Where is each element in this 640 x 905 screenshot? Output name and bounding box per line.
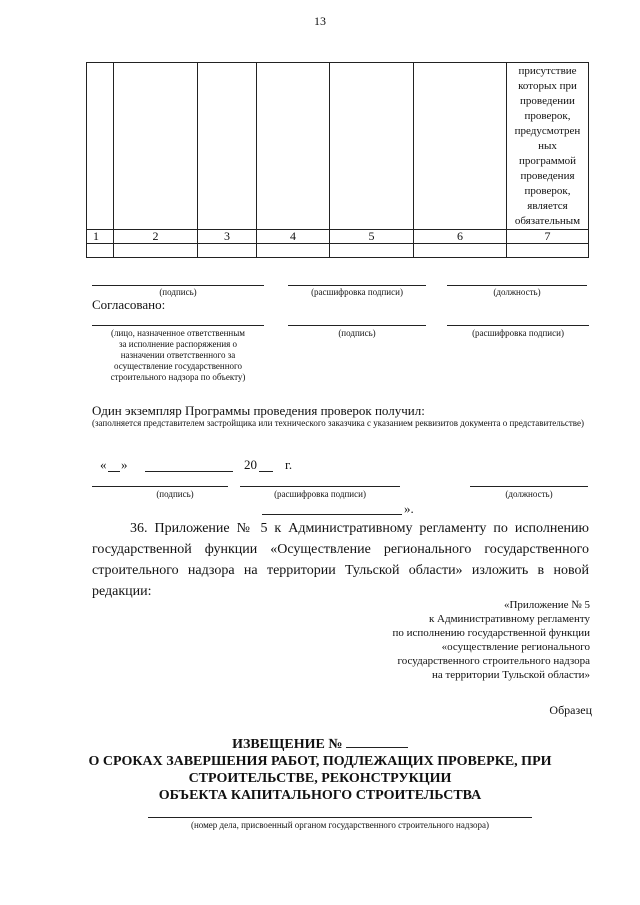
paragraph-36: 36. Приложение № 5 к Административному регламенту по исполнению государственной функции «Осуществление регионального государственного строительного надзора на территории Тульской области» изложить в новой редакции:: [92, 521, 589, 599]
year-suffix: г.: [285, 457, 293, 472]
signature-line: [447, 325, 589, 326]
inspection-program-table: [86, 62, 589, 258]
date-quote-close: »: [121, 457, 128, 472]
signature-line: [288, 325, 426, 326]
notice-title: ИЗВЕЩЕНИЕ № О СРОКАХ ЗАВЕРШЕНИЯ РАБОТ, ПОДЛЕЖАЩИХ ПРОВЕРКЕ, ПРИ СТРОИТЕЛЬСТВЕ, РЕКОНСТРУКЦИИ ОБЪЕКТА КАПИТАЛЬНОГО СТРОИТЕЛЬСТВА: [88, 737, 552, 803]
case-number-line: [148, 817, 532, 818]
closing-mark: ».: [404, 501, 414, 516]
signature-line: [288, 285, 426, 286]
case-number-caption: (номер дела, присвоенный органом государственного строительного надзора): [190, 820, 490, 830]
responsible-person-caption: (лицо, назначенное ответственным за исполнение распоряжения о назначении ответственного за осуществление государственного строительного надзора по объекту): [110, 328, 246, 382]
month-line: [145, 471, 233, 472]
signature-line: [92, 325, 264, 326]
position-caption: (должность): [493, 287, 541, 297]
signature-line: [240, 486, 400, 487]
signature-caption: (подпись): [338, 328, 376, 338]
decoding-caption: (расшифровка подписи): [472, 328, 564, 338]
copy-received-text: Один экземпляр Программы проведения проверок получил:: [92, 403, 425, 418]
year-line: [259, 471, 273, 472]
signature-caption: (подпись): [156, 489, 194, 499]
position-caption: (должность): [505, 489, 553, 499]
table-row: [87, 244, 589, 258]
signature-line: [470, 486, 588, 487]
closing-line: [262, 514, 402, 515]
sample-label: Образец: [549, 703, 592, 717]
date-quote-open: «: [100, 457, 107, 472]
signature-caption: (подпись): [159, 287, 197, 297]
agreed-label: Согласовано:: [92, 297, 166, 312]
table-row: 1 2 3 4 5 6 7: [87, 230, 589, 244]
decoding-caption: (расшифровка подписи): [274, 489, 366, 499]
signature-line: [92, 486, 228, 487]
year-prefix: 20: [244, 457, 257, 472]
table-last-column-text: присутствие которых при проведении проверок, предусмотрен ных программой проведения проверок, является обязательным: [507, 63, 589, 230]
notice-number-line: [346, 735, 408, 748]
day-line: [108, 471, 120, 472]
decoding-caption: (расшифровка подписи): [311, 287, 403, 297]
copy-received-note: (заполняется представителем застройщика или технического заказчика с указанием реквизитов документа о представительстве): [92, 418, 584, 428]
appendix-header: «Приложение № 5 к Административному регламенту по исполнению государственной функции «осуществление регионального государственного строительного надзора на территории Тульской области»: [392, 599, 590, 681]
signature-line: [92, 285, 264, 286]
page-number: 13: [314, 14, 326, 28]
signature-line: [447, 285, 587, 286]
